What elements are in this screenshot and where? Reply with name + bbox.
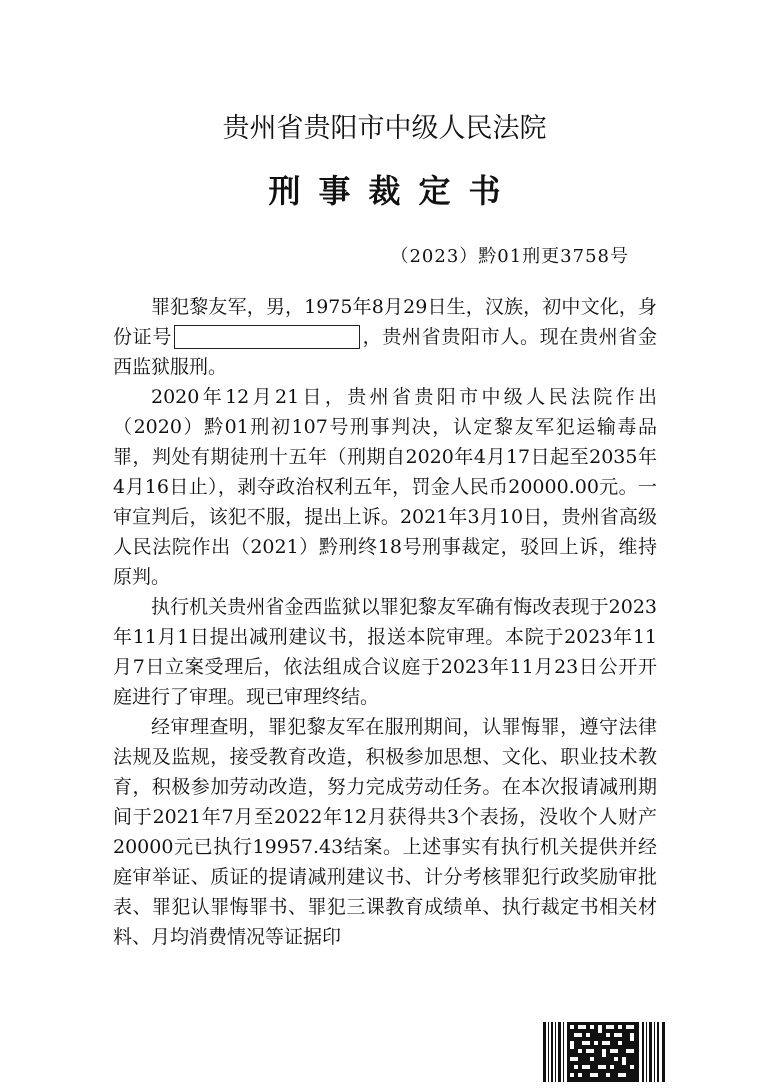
redacted-id-number-box xyxy=(174,325,360,349)
court-name: 贵州省贵阳市中级人民法院 xyxy=(222,113,547,144)
document-body xyxy=(113,292,657,952)
paragraph-original-judgment: 2020年12月21日，贵州省贵阳市中级人民法院作出（2020）黔01刑初107号刑事判决，认定黎友军犯运输毒品罪，判处有期徒刑十五年（刑期自2020年4月17日起至2035年4月16日止），剥夺政治权利五年，罚金人民币20000.00元。一审宣判后，该犯不服，提出上诉。2021年3月10日，贵州省高级人民法院作出（2021）黔刑终18号刑事裁定，驳回上诉，维持原判。 xyxy=(113,386,657,588)
defendant-info-text-cont: ，贵州省贵阳市人。现在贵州省金西监狱服刑。 xyxy=(113,326,657,378)
defendant-info-text: 罪犯黎友军，男，1975年8月29日生，汉族，初中文化，身份证号 xyxy=(113,296,657,348)
case-number: （2023）黔01刑更3758号 xyxy=(390,246,629,267)
qr-barcode-icon xyxy=(543,1022,665,1082)
paragraph-findings: 经审理查明，罪犯黎友军在服刑期间，认罪悔罪，遵守法律法规及监规，接受教育改造，积极参加思想、文化、职业技术教育，积极参加劳动改造，努力完成劳动任务。在本次报请减刑期间于2021年7月至2022年12月获得共3个表扬，没收个人财产20000元已执行19957.43结案。上述事实有执行机关提供并经庭审举证、质证的提请减刑建议书、计分考核罪犯行政奖励审批表、罪犯认罪悔罪书、罪犯三课教育成绩单、执行裁定书相关材料、月均消费情况等证据印 xyxy=(113,716,657,948)
paragraph-defendant-info xyxy=(113,292,657,382)
document-title: 刑事裁定书 xyxy=(268,172,519,210)
paragraph-commutation-proposal: 执行机关贵州省金西监狱以罪犯黎友军确有悔改表现于2023年11月1日提出减刑建议书，报送本院审理。本院于2023年11月7日立案受理后，依法组成合议庭于2023年11月23日公开开庭进行了审理。现已审理终结。 xyxy=(113,596,657,708)
